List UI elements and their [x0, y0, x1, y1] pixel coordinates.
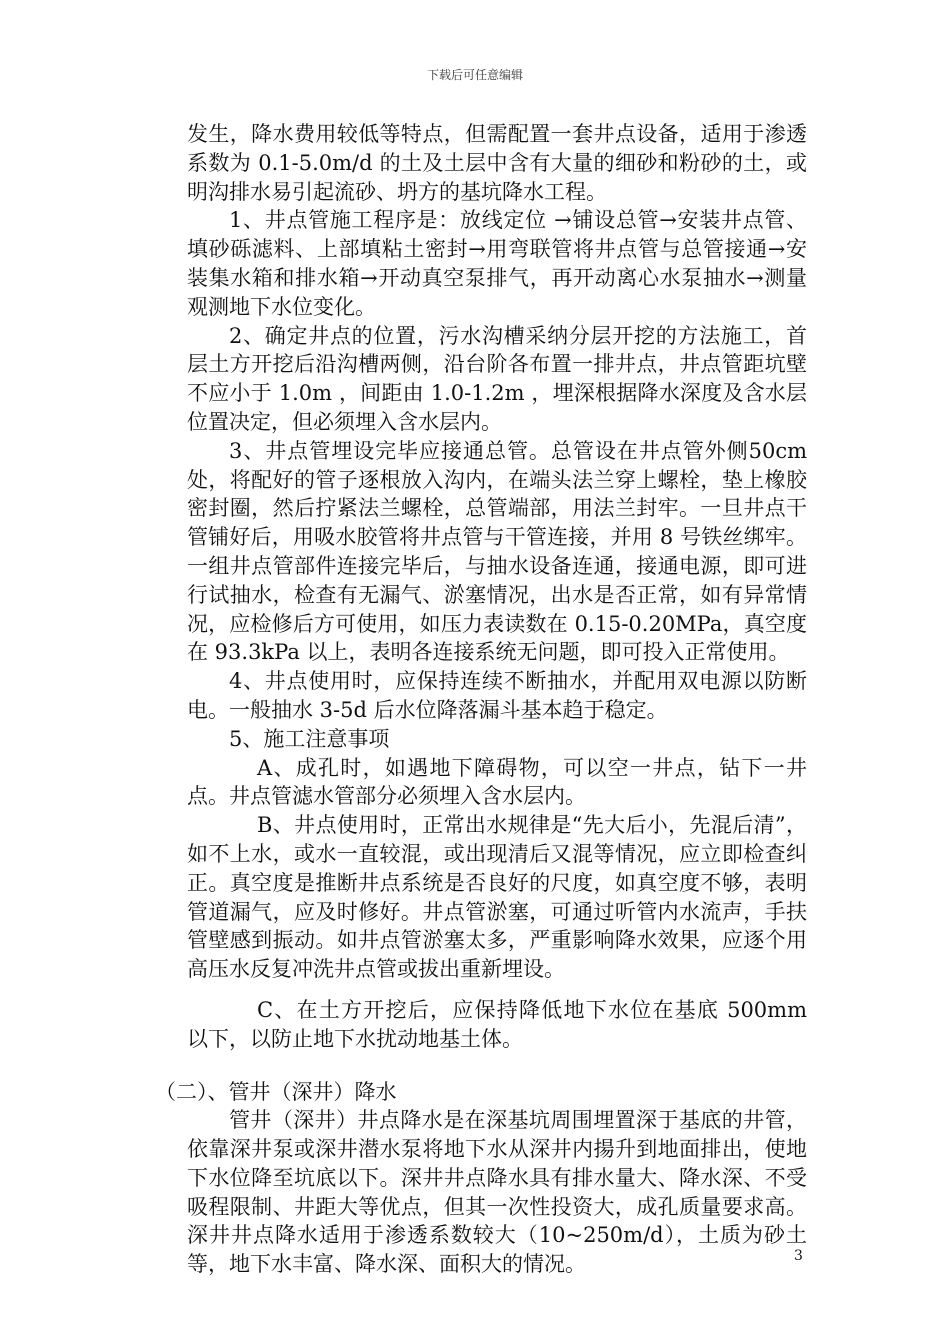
document-body: [155, 120, 807, 1279]
paragraph-intro: 发生，降水费用较低等特点，但需配置一套井点设备，适用于渗透系数为 0.1-5.0m/d 的土及土层中含有大量的细砂和粉砂的土，或明沟排水易引起流砂、坍方的基坑降水工程。: [187, 122, 807, 204]
page-header: 下载后可任意编辑: [426, 68, 523, 82]
paragraph-note-c: C、在土方开挖后，应保持降低地下水位在基底 500mm 以下，以防止地下水扰动地基土体。: [187, 997, 807, 1051]
paragraph-deep-well: 管井（深井）井点降水是在深基坑周围埋置深于基底的井管，依靠深井泵或深井潜水泵将地下水从深井内揚升到地面排出，使地下水位降至坑底以下。深井井点降水具有排水量大、降水深、不受吸程限制、井距大等优点，但其一次性投资大，成孔质量要求高。深井井点降水适用于渗透系数较大（10~250m/d），土质为砂土等，地下水丰富、降水深、面积大的情况。: [187, 1108, 807, 1277]
paragraph-step-5-title: 5、施工注意事项: [229, 726, 390, 751]
page-number: 3: [794, 1248, 803, 1264]
section-heading: （二）、管井（深井）降水: [155, 1079, 397, 1104]
paragraph-step-3: 3、井点管埋设完毕应接通总管。总管设在井点管外侧50cm处，将配好的管子逐根放入沟内，在端头法兰穿上螺栓，垫上橡胶密封圈，然后拧紧法兰螺栓，总管端部，用法兰封牢。一旦井点干管铺好后，用吸水胶管将井点管与干管连接，并用 8 号铁丝绑牢。一组井点管部件连接完毕后，与抽水设备连通，接通电源，即可进行试抽水，检查有无漏气、淤塞情况，出水是否正常，如有异常情况，应检修后方可使用，如压力表读数在 0.15-0.20MPa，真空度在 93.3kPa 以上，表明各连接系统无问题，即可投入正常使用。: [187, 438, 807, 665]
paragraph-note-a: A、成孔时，如遇地下障碍物，可以空一井点，钻下一井点。井点管滤水管部分必须埋入含水层内。: [187, 755, 807, 809]
paragraph-note-b: B、井点使用时，正常出水规律是“先大后小，先混后清”，如不上水，或水一直较混，或出现清后又混等情况，应立即检查纠正。真空度是推断井点系统是否良好的尺度，如真空度不够，表明管道漏气，应及时修好。井点管淤塞，可通过听管内水流声，手扶管壁感到振动。如井点管淤塞太多，严重影响降水效果，应逐个用高压水反复冲洗井点管或拔出重新埋设。: [187, 813, 807, 982]
paragraph-step-2: 2、确定井点的位置，污水沟槽采纳分层开挖的方法施工，首层土方开挖后沿沟槽两侧，沿台阶各布置一排井点，井点管距坑壁不应小于 1.0m ，间距由 1.0-1.2m ，埋深根据降水深度及含水层位置决定，但必须埋入含水层内。: [187, 323, 807, 434]
paragraph-step-1: 1、井点管施工程序是：放线定位 →铺设总管→安装井点管、填砂砾滤料、上部填粘土密封→用弯联管将井点管与总管接通→安装集水箱和排水箱→开动真空泵排气，再开动离心水泵抽水→测量观测地下水位变化。: [187, 208, 807, 319]
paragraph-step-4: 4、井点使用时，应保持连续不断抽水，并配用双电源以防断电。一般抽水 3-5d 后水位降落漏斗基本趋于稳定。: [187, 669, 807, 722]
